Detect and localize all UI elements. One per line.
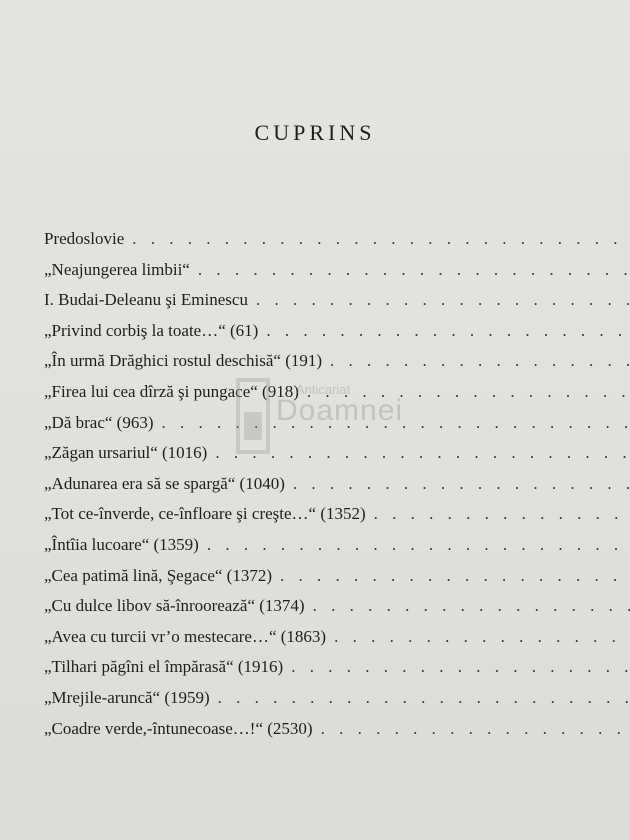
toc-entry-text: „Întîia lucoare“ (1359) [44, 534, 199, 554]
dot-leader [218, 688, 630, 708]
toc-entry-text: „Privind corbiş la toate…“ (61) [44, 320, 259, 340]
toc-entry-text: „Tot ce-înverde, ce-înfloare şi creşte…“ (1352) [44, 504, 366, 524]
toc-entry [44, 382, 630, 413]
toc-entry [44, 657, 630, 688]
dot-leader [293, 474, 630, 494]
toc-entry [44, 504, 630, 535]
dot-leader [207, 535, 630, 555]
watermark-small-text: Anticariat [296, 382, 351, 397]
dot-leader [291, 657, 630, 677]
toc-entry-text: „Neajungerea limbii“ [44, 259, 190, 279]
dot-leader [280, 566, 630, 586]
dot-leader [266, 321, 630, 341]
dot-leader [321, 719, 630, 739]
toc-entry [44, 535, 630, 566]
toc-entry-text: „Cu dulce libov să-înroorează“ (1374) [44, 596, 305, 616]
toc-entry-text: „Coadre verde,-întunecoase…!“ (2530) [44, 718, 313, 738]
dot-leader [334, 627, 630, 647]
toc-entry [44, 566, 630, 597]
toc-entry-text: „Adunarea era să se spargă“ (1040) [44, 473, 285, 493]
toc-entry [44, 474, 630, 505]
toc-entry-text: „Zăgan ursariul“ (1016) [44, 443, 208, 463]
dot-leader [198, 260, 630, 280]
toc-entry-text: „Tilhari păgîni el împărasă“ (1916) [44, 657, 284, 677]
toc-entry [44, 688, 630, 719]
toc-entry [44, 413, 630, 444]
dot-leader [313, 596, 630, 616]
toc-entry-text: „Cea patimă lină, Şegace“ (1372) [44, 565, 272, 585]
toc-entry-text: Predoslovie [44, 229, 125, 248]
toc-entry-text: „În urmă Drăghici rostul deschisă“ (191) [44, 351, 323, 371]
dot-leader [330, 351, 630, 371]
dot-leader [307, 382, 630, 402]
toc-entry-text: „Mrejile-aruncă“ (1959) [44, 687, 210, 707]
toc-entry [44, 351, 630, 382]
page-title: CUPRINS [254, 120, 376, 145]
dot-leader [162, 413, 630, 433]
toc-entry [44, 260, 630, 291]
toc-entry [44, 321, 630, 352]
toc-entry [44, 627, 630, 658]
toc-entry-text: I. Budai-Deleanu şi Eminescu [44, 290, 248, 310]
toc-entry [44, 229, 630, 260]
toc-entry [44, 719, 630, 750]
toc-entry-text: „Dă brac“ (963) [44, 412, 154, 432]
toc-entry [44, 596, 630, 627]
toc-entry [44, 443, 630, 474]
table-of-contents [44, 229, 630, 749]
dot-leader [374, 504, 630, 524]
watermark-big-text: Doamnei [276, 394, 404, 427]
dot-leader [132, 229, 630, 249]
dot-leader [215, 443, 630, 463]
toc-entry-text: „Avea cu turcii vr’o mestecare…“ (1863) [44, 626, 327, 646]
dot-leader [256, 290, 630, 310]
toc-entry-text: „Firea lui cea dîrză şi pungace“ (918) [44, 381, 299, 401]
toc-entry [44, 290, 630, 321]
